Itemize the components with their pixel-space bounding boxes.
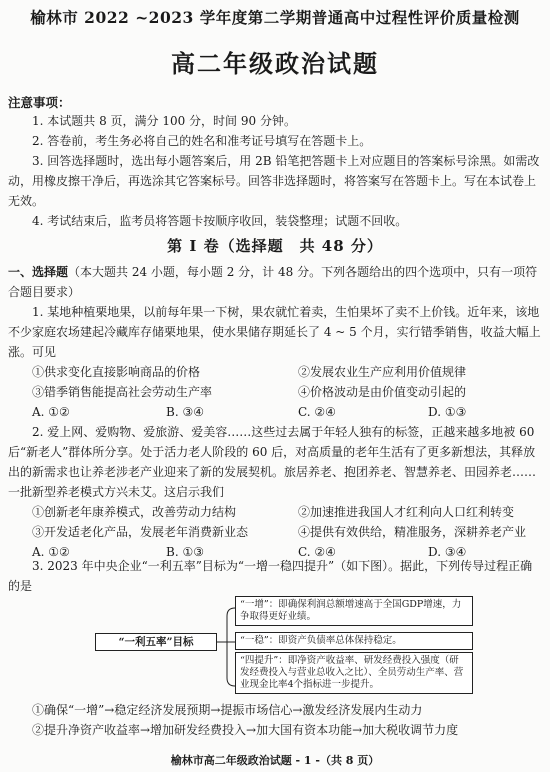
statement: ①供求变化直接影响商品的价格 (32, 365, 201, 379)
page-footer: 榆林市高二年级政治试题 - 1 -（共 8 页） (170, 754, 380, 767)
chain-item: ①确保“一增”→稳定经济发展预期→提振市场信心→激发经济发展内生动力 (32, 703, 423, 717)
question-3 (8, 556, 542, 596)
question-1 (8, 302, 542, 422)
option-a: A. ①② (32, 545, 70, 559)
notice-item: 4. 考试结束后，监考员将答题卡按顺序收回，装袋整理；试题不回收。 (32, 214, 408, 228)
box-yiwen: “一稳”：即资产负债率总体保持稳定。 (235, 632, 473, 650)
chain-options (8, 700, 542, 740)
notice-item: 1. 本试题共 8 页，满分 100 分，时间 90 分钟。 (32, 114, 296, 128)
statement: ②发展农业生产应利用价值规律 (298, 365, 467, 379)
option-c: C. ②④ (298, 405, 336, 419)
option-row (8, 402, 542, 422)
statement-row (8, 522, 542, 542)
notice-heading: 注意事项： (8, 95, 71, 110)
statement-row (8, 362, 542, 382)
target-diagram (95, 596, 475, 700)
center-box: “一利五率”目标 (95, 633, 217, 651)
statement: ④提供有效供给，精准服务，深耕养老产业 (298, 525, 527, 539)
notice-list (8, 111, 542, 231)
option-d: D. ③④ (428, 545, 467, 559)
exam-name: 榆林市 2022 ~2023 学年度第二学期普通高中过程性评价质量检测 (30, 8, 520, 27)
option-c: C. ②④ (298, 545, 336, 559)
notice-item: 3. 回答选择题时，选出每小题答案后，用 2B 铅笔把答题卡上对应题目的答案标号涂黑。如需改动，用橡皮擦干净后，再选涂其它答案标号。回答非选择题时，将答案写在答题卡上。写在本试卷上无效。 (8, 154, 540, 208)
option-d: D. ①③ (428, 405, 467, 419)
statement: ②加速推进我国人才红利向人口红利转变 (298, 505, 515, 519)
option-a: A. ①② (32, 405, 70, 419)
question-stem: 1. 某地种植栗地果，以前每年果一下树，果农就忙着卖，生怕果坏了卖不上价钱。近年来，该地不少家庭农场建起冷藏库存储栗地果，使水果储存期延长了 4 ~ 5 个月，实行错季销售，收益大幅上涨。可见 (8, 305, 541, 359)
part-title: 第 Ⅰ 卷（选择题 共 48 分） (167, 237, 383, 255)
option-b: B. ①③ (166, 545, 204, 559)
question-stem: 2. 爱上网、爱购物、爱旅游、爱美容……这些过去属于年轻人独有的标签，正越来越多地被 60 后“新老人”群体所分享。处于活力老人阶段的 60 后，对高质量的老年生活有了更多新想法，其释放出的新需求也让养老涉老产业迎来了新的发展契机。旅居养老、抱团养老、智慧养老、田园养老……一批新型养老模式方兴未艾。这启示我们 (8, 425, 537, 499)
section-label: 一、选择题 (8, 265, 69, 279)
statement-row (8, 502, 542, 522)
page-title: 高二年级政治试题 (171, 49, 379, 78)
chain-item: ②提升净资产收益率→增加研发经费投入→加大国有资本功能→加大税收调节力度 (32, 723, 459, 737)
notice-item: 2. 答卷前，考生务必将自己的姓名和准考证号填写在答题卡上。 (32, 134, 372, 148)
section-instructions (8, 262, 542, 302)
statement: ③错季销售能提高社会劳动生产率 (32, 385, 213, 399)
box-yizeng: “一增”：即确保利润总额增速高于全国GDP增速，力争取得更好业绩。 (235, 596, 473, 626)
statement-row (8, 382, 542, 402)
question-stem: 3. 2023 年中央企业“一利五率”目标为“一增一稳四提升”（如下图）。据此，下列传导过程正确的是 (8, 559, 533, 593)
option-b: B. ③④ (166, 405, 204, 419)
question-2 (8, 422, 542, 562)
section-desc: （本大题共 24 小题，每小题 2 分，计 48 分。下列各题给出的四个选项中，只有一项符合题目要求） (8, 265, 538, 299)
box-sitisheng: “四提升”：即净资产收益率、研发经费投入强度（研发经费投入与营业总收入之比）、全员劳动生产率、营业现金比率4个指标进一步提升。 (235, 652, 473, 694)
statement: ③开发适老化产品，发展老年消费新业态 (32, 525, 249, 539)
statement: ①创新老年康养模式，改善劳动力结构 (32, 505, 237, 519)
statement: ④价格波动是由价值变动引起的 (298, 385, 467, 399)
